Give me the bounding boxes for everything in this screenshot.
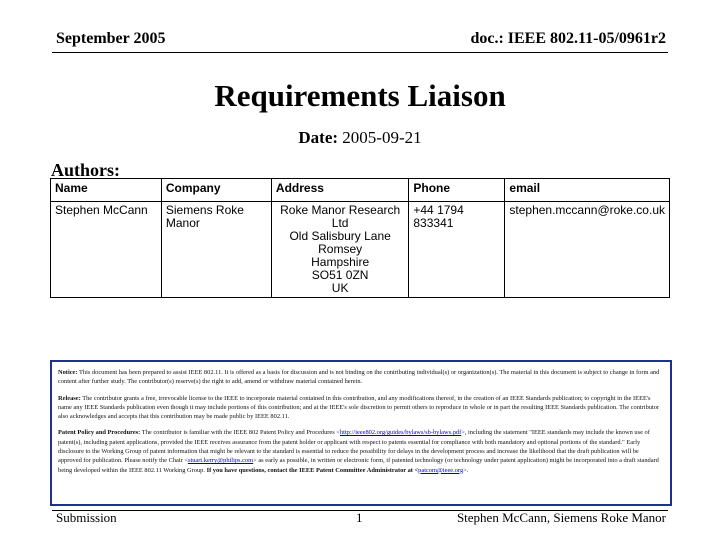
- column-header: email: [505, 179, 670, 202]
- author-name: Stephen McCann: [51, 202, 162, 298]
- patent-end: >.: [463, 466, 469, 474]
- patent-text: > as early as possible, in written or electronic form, if patented technology (or technology under patent application) might be incorporated into a draft standard being developed within the IEEE 802.11 Working Group.: [58, 457, 659, 474]
- author-address: [271, 202, 408, 298]
- address-line: Hampshire: [311, 255, 370, 269]
- table-header-row: [51, 179, 670, 202]
- address-line: Roke Manor Research Ltd: [280, 203, 401, 230]
- notice-box: [50, 360, 672, 506]
- address-line: Romsey: [318, 242, 363, 256]
- notice-paragraph: [58, 368, 664, 387]
- date-line: [0, 128, 720, 148]
- address-line: SO51 0ZN: [311, 268, 369, 282]
- chair-email-link[interactable]: stuart.kerry@philips.com: [187, 457, 254, 465]
- column-header: Name: [51, 179, 162, 202]
- release-label: Release:: [58, 394, 81, 402]
- address-line: Old Salisbury Lane: [289, 229, 391, 243]
- date-label: Date:: [298, 128, 339, 147]
- release-text: The contributor grants a free, irrevocable license to the IEEE to incorporate material contained in this contribution, and any modifications thereof, in the creation of an IEEE Standards publication; to copyright in the IEEE's name any IEEE Standards publication even though it may include portions of this contribution; and at the IEEE's sole discretion to permit others to reproduce in whole or in part the resulting IEEE Standards publication. The contributor also acknowledges and accepts that this contribution may be made public by IEEE 802.11.: [58, 394, 660, 421]
- address-line: UK: [331, 281, 349, 295]
- patent-policy-link[interactable]: http://ieee802.org/guides/bylaws/sb-bylaws.pdf: [339, 429, 462, 437]
- column-header: Company: [161, 179, 271, 202]
- release-paragraph: [58, 394, 664, 422]
- header-rule: [52, 52, 668, 53]
- date-value: 2005-09-21: [342, 128, 422, 147]
- patent-label: Patent Policy and Procedures:: [58, 429, 141, 437]
- footer-author: Stephen McCann, Siemens Roke Manor: [456, 510, 666, 525]
- footer-submission: Submission: [56, 510, 117, 525]
- author-email[interactable]: stephen.mccann@roke.co.uk: [505, 202, 670, 298]
- notice-label: Notice:: [58, 369, 78, 376]
- table-row: [51, 202, 670, 298]
- notice-text: This document has been prepared to assist IEEE 802.11. It is offered as a basis for discussion and is not binding on the contributing individual(s) or organization(s). The material in this document is subject to change in form and content after further study. The contributor(s) reserve(s) the right to add, amend or withdraw material contained herein.: [58, 369, 660, 386]
- header-date: September 2005: [56, 30, 166, 47]
- patent-text: The contributor is familiar with the IEEE 802 Patent Policy and Procedures <: [141, 429, 340, 437]
- column-header: Address: [271, 179, 408, 202]
- patent-paragraph: [58, 428, 664, 474]
- author-phone: +44 1794 833341: [409, 202, 505, 298]
- authors-table: [50, 178, 670, 298]
- page-number: 1: [356, 510, 363, 525]
- column-header: Phone: [409, 179, 505, 202]
- author-company: Siemens Roke Manor: [161, 202, 271, 298]
- patent-contact-text: If you have questions, contact the IEEE Patent Committee Administrator at <: [206, 466, 419, 474]
- admin-email-link[interactable]: patcom@ieee.org: [418, 466, 464, 474]
- patent-text: >, including the statement "IEEE standards may include the known use of patent(s), including patent applications, provided the IEEE receives assurance from the patent holder or applicant with respect to patents essential for compliance with both mandatory and optional portions of the standard." Early disclosure to the Working Group of patent information that might be relevant to the standard is essential to reduce the possibility for delays in the development process and increase the likelihood that the draft publication will be approved for publication. Please notify the Chair <: [58, 429, 650, 465]
- page-title: Requirements Liaison: [214, 78, 506, 113]
- authors-label: Authors:: [51, 160, 121, 180]
- header-doc-id: doc.: IEEE 802.11-05/0961r2: [470, 30, 666, 47]
